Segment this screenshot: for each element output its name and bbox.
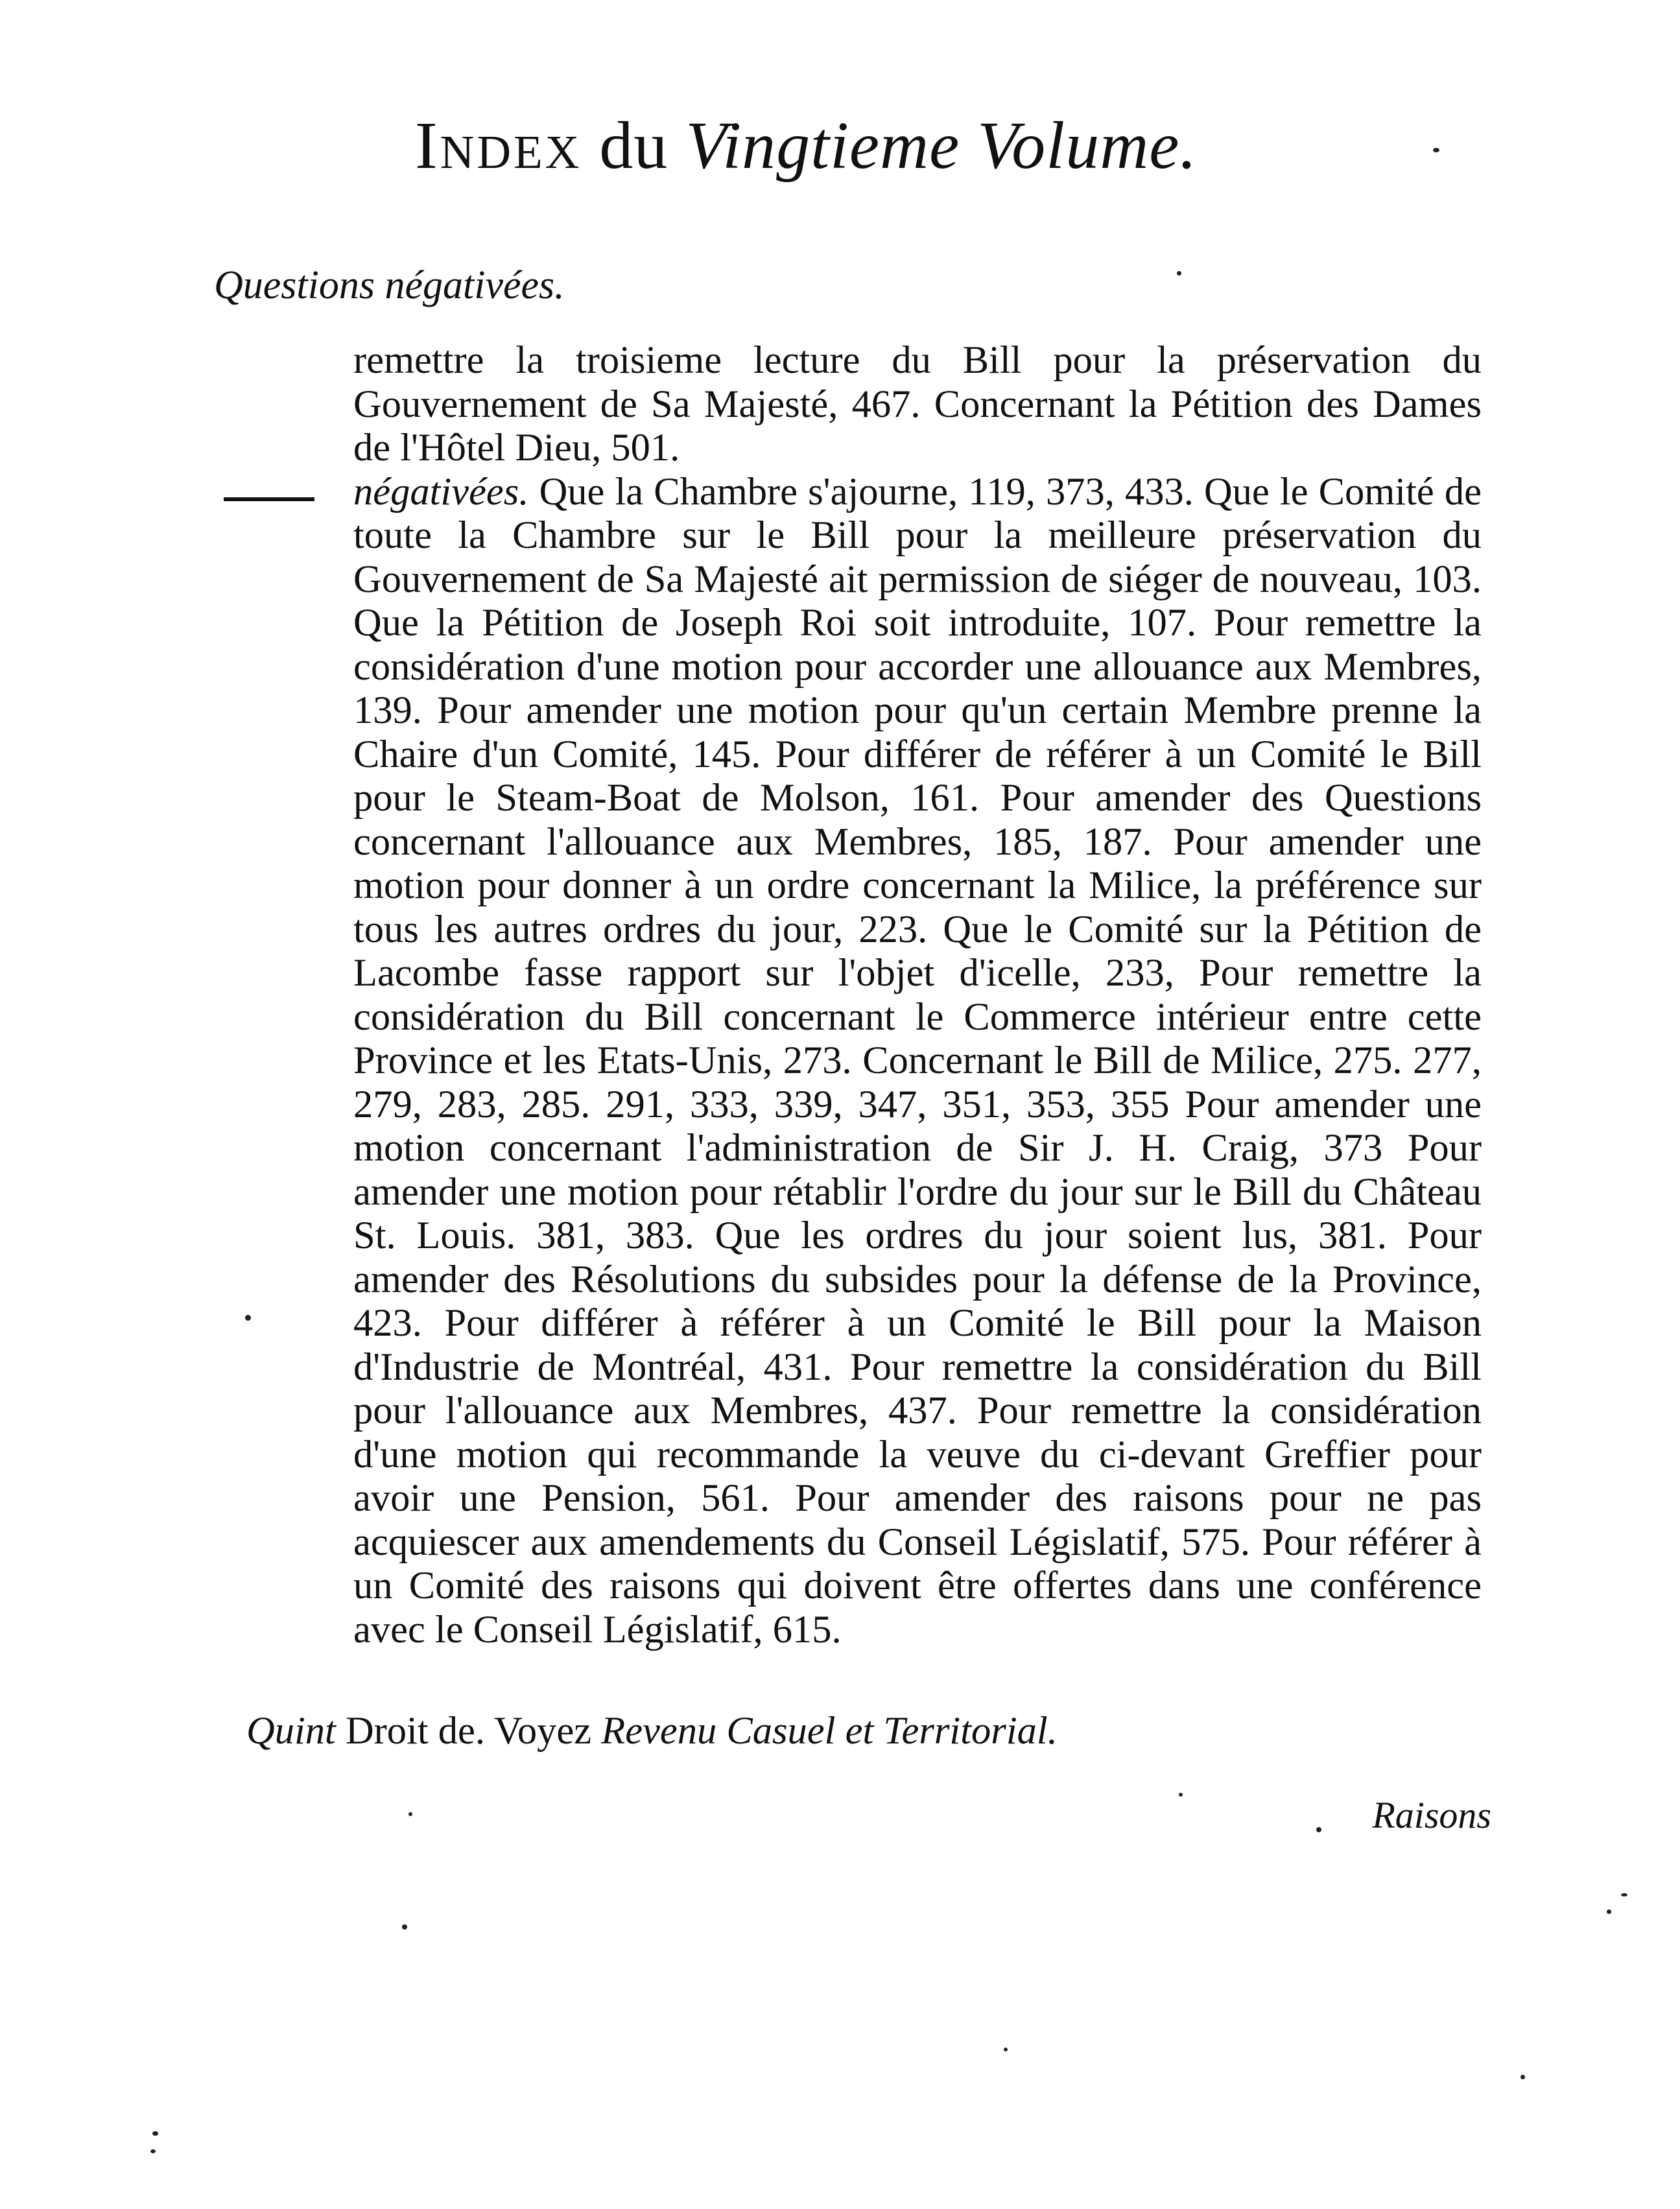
ink-speck (1520, 2075, 1525, 2079)
index-entry-quint (246, 1708, 1058, 1754)
running-head-volume: Vingtieme Volume. (685, 108, 1198, 183)
ink-speck (150, 2149, 156, 2153)
entry-text: Droit de. Voyez (335, 1709, 602, 1753)
ink-speck (245, 1315, 251, 1321)
running-head-du: du (582, 108, 686, 183)
running-head (415, 104, 1323, 188)
entry-text: Que la Chambre s'ajourne, 119, 373, 433. Que le Comité de toute la Chambre sur le Bill pour la meilleure préservation du Gouvernement de Sa Majesté ait permission de siéger de nouveau, 103. Que la Pétition de Joseph Roi soit introduite, 107. Pour remettre la considération d'une motion pour accorder une allouance aux Membres, 139. Pour amender une motion pour qu'un certain Membre prenne la Chaire d'un Comité, 145. Pour différer de référer à un Comité le Bill pour le Steam-Boat de Molson, 161. Pour amender des Questions concernant l'allouance aux Membres, 185, 187. Pour amender une motion pour donner à un ordre concernant la Milice, la préférence sur tous les autres ordres du jour, 223. Que le Comité sur la Pétition de Lacombe fasse rapport sur l'objet d'icelle, 233, Pour remettre la considération du Bill concernant le Commerce intérieur entre cette Province et les Etats-Unis, 273. Concernant le Bill de Milice, 275. 277, 279, 283, 285. 291, 333, 339, 347, 351, 353, 355 Pour amender une motion concernant l'administration de Sir J. H. Craig, 373 Pour amender une motion pour rétablir l'ordre du jour sur le Bill du Château St. Louis. 381, 383. Que les ordres du jour soient lus, 381. Pour amender des Résolutions du subsides pour la défense de la Province, 423. Pour différer à référer à un Comité le Bill pour la Maison d'Industrie de Montréal, 431. Pour remettre la considération du Bill pour l'allouance aux Membres, 437. Pour remettre la considération d'une motion qui recommande la veuve du ci-devant Greffier pour avoir une Pension, 561. Pour amender des raisons pour ne pas acquiescer aux amendements du Conseil Législatif, 575. Pour référer à un Comité des raisons qui doivent être offertes dans une conférence avec le Conseil Législatif, 615. (353, 469, 1482, 1651)
ink-speck (1621, 1893, 1627, 1896)
ink-speck (1177, 271, 1181, 276)
ditto-dash (224, 470, 314, 514)
ink-speck (1316, 1827, 1321, 1832)
entry-lead-term: négativées. (353, 469, 529, 514)
running-head-index: Index (415, 108, 582, 183)
ink-speck (1607, 1909, 1611, 1914)
section-heading: Questions négativées. (214, 263, 565, 307)
ink-speck (152, 2131, 158, 2136)
cross-reference: Revenu Casuel et Territorial. (601, 1709, 1058, 1753)
ink-speck (1179, 1793, 1183, 1797)
index-entry-continuation: remettre la troisieme lecture du Bill pour la préservation du Gouvernement de Sa Majesté, 467. Concernant la Pétition des Dames de l'Hôtel Dieu, 501. (353, 338, 1482, 469)
ink-speck (408, 1812, 412, 1816)
ink-speck (1433, 148, 1439, 152)
catchword: Raisons (1372, 1794, 1491, 1836)
index-entry-negativees (353, 470, 1482, 1652)
entry-headword: Quint (246, 1709, 336, 1753)
index-body (353, 338, 1482, 1651)
ink-speck (402, 1924, 407, 1930)
ink-speck (1004, 2048, 1008, 2051)
